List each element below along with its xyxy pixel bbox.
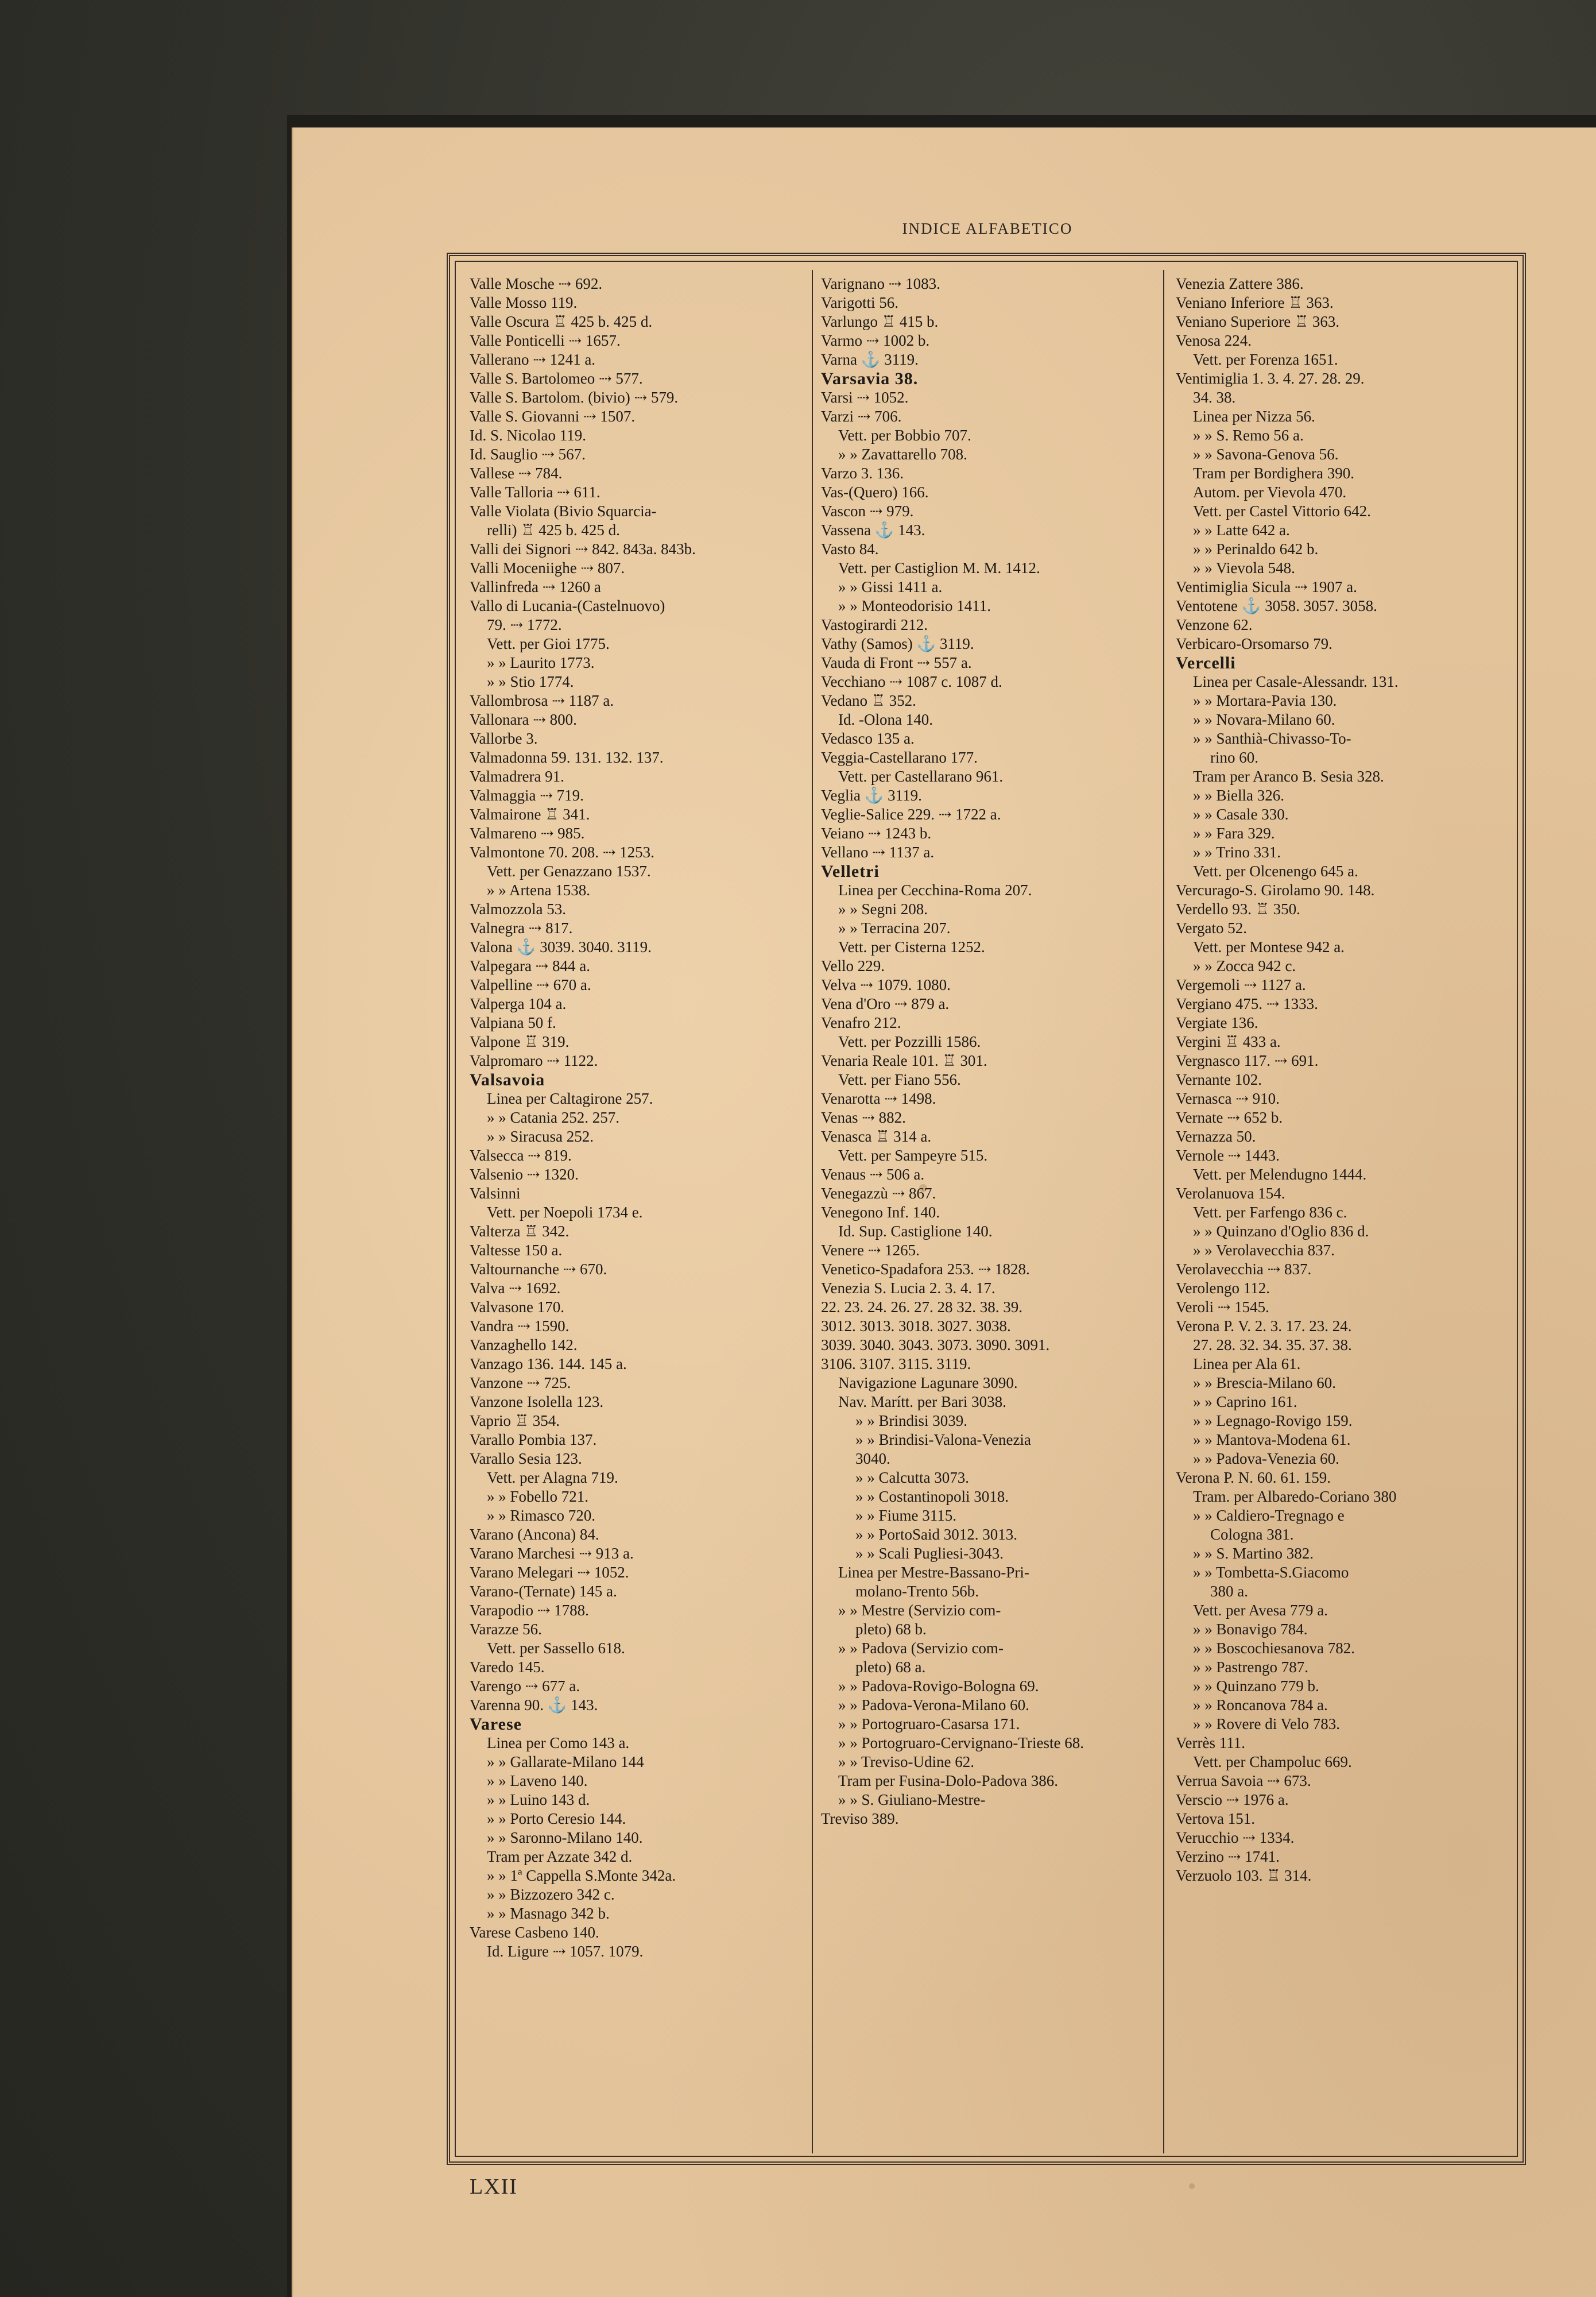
- index-entry: » » Caprino 161.: [1193, 1393, 1297, 1410]
- index-entry: Valli dei Signori ⇢ 842. 843a. 843b.: [470, 540, 696, 558]
- index-entry: Valle Mosche ⇢ 692.: [470, 275, 603, 292]
- index-entry: Vercurago-S. Girolamo 90. 148.: [1176, 881, 1375, 899]
- index-entry: » » Costantinopoli 3018.: [855, 1488, 1009, 1505]
- index-entry: » » Padova-Verona-Milano 60.: [838, 1696, 1029, 1714]
- index-entry: Vascon ⇢ 979.: [821, 502, 914, 520]
- index-entry: Vallo di Lucania-(Castelnuovo): [470, 597, 665, 614]
- index-entry: Valona ⚓ 3039. 3040. 3119.: [470, 938, 652, 956]
- index-entry: Venegazzù ⇢ 867.: [821, 1185, 936, 1202]
- index-entry: Vernante 102.: [1176, 1071, 1262, 1088]
- index-entry: Varna ⚓ 3119.: [821, 351, 919, 368]
- index-entry: Valli Moceniighe ⇢ 807.: [470, 559, 625, 577]
- index-column-3: [1176, 274, 1514, 1885]
- index-entry: Vett. per Champoluc 669.: [1193, 1753, 1352, 1770]
- index-entry: » » Brindisi-Valona-Venezia: [855, 1431, 1031, 1448]
- index-entry: Vathy (Samos) ⚓ 3119.: [821, 635, 974, 652]
- index-entry: » » Terracina 207.: [838, 919, 951, 937]
- index-entry: Varsi ⇢ 1052.: [821, 389, 909, 406]
- index-entry: Vandra ⇢ 1590.: [470, 1317, 570, 1335]
- index-entry: Valpromaro ⇢ 1122.: [470, 1052, 598, 1069]
- index-entry: » » Pastrengo 787.: [1193, 1658, 1308, 1676]
- index-entry: » » Zavattarello 708.: [838, 446, 967, 463]
- index-entry: Id. Ligure ⇢ 1057. 1079.: [487, 1943, 644, 1960]
- index-entry: Valle S. Bartolomeo ⇢ 577.: [470, 370, 643, 387]
- index-entry: Valtournanche ⇢ 670.: [470, 1260, 607, 1278]
- index-entry: » » Novara-Milano 60.: [1193, 711, 1335, 728]
- index-entry: Valpone ♖ 319.: [470, 1033, 570, 1050]
- index-entry: Verucchio ⇢ 1334.: [1176, 1829, 1295, 1846]
- index-entry: Vett. per Gioi 1775.: [487, 635, 610, 652]
- index-entry: » » Laurito 1773.: [487, 654, 595, 671]
- index-entry: Vett. per Sampeyre 515.: [838, 1147, 988, 1164]
- index-entry: Venaus ⇢ 506 a.: [821, 1166, 925, 1183]
- index-entry: Varano (Ancona) 84.: [470, 1526, 599, 1543]
- index-entry: Venegono Inf. 140.: [821, 1204, 940, 1221]
- index-entry: » » Tombetta-S.Giacomo: [1193, 1564, 1349, 1581]
- index-entry: Tram per Bordighera 390.: [1193, 465, 1354, 482]
- index-entry: Valle Oscura ♖ 425 b. 425 d.: [470, 313, 653, 330]
- index-entry: » » Verolavecchia 837.: [1193, 1242, 1335, 1259]
- index-entry: Tram per Fusina-Dolo-Padova 386.: [838, 1772, 1058, 1789]
- index-entry: Linea per Casale-Alessandr. 131.: [1193, 673, 1399, 690]
- index-entry: molano-Trento 56b.: [855, 1583, 979, 1600]
- index-entry: Valmareno ⇢ 985.: [470, 825, 585, 842]
- index-entry: Vett. per Avesa 779 a.: [1193, 1602, 1328, 1619]
- index-entry: 3040.: [855, 1450, 890, 1467]
- index-heading: Velletri: [821, 862, 880, 881]
- index-entry: Vernasca ⇢ 910.: [1176, 1090, 1280, 1107]
- index-entry: Vett. per Alagna 719.: [487, 1469, 618, 1486]
- index-entry: » » Santhià-Chivasso-To-: [1193, 730, 1351, 747]
- index-entry: Tram. per Albaredo-Coriano 380: [1193, 1488, 1397, 1505]
- index-entry: Ventotene ⚓ 3058. 3057. 3058.: [1176, 597, 1377, 614]
- index-entry: Valpelline ⇢ 670 a.: [470, 976, 591, 993]
- index-entry: rino 60.: [1210, 749, 1258, 766]
- index-entry: Valnegra ⇢ 817.: [470, 919, 573, 937]
- index-entry: Verbicaro-Orsomarso 79.: [1176, 635, 1332, 652]
- index-entry: Varmo ⇢ 1002 b.: [821, 332, 930, 349]
- index-heading: Varese: [470, 1715, 522, 1734]
- index-entry: Varazze 56.: [470, 1621, 542, 1638]
- index-entry: Valle Mosso 119.: [470, 294, 578, 311]
- index-entry: Verolengo 112.: [1176, 1279, 1270, 1297]
- index-entry: Valle S. Bartolom. (bivio) ⇢ 579.: [470, 389, 679, 406]
- index-entry: Vett. per Bobbio 707.: [838, 427, 971, 444]
- index-entry: Vett. per Melendugno 1444.: [1193, 1166, 1367, 1183]
- index-entry: Linea per Ala 61.: [1193, 1355, 1301, 1372]
- index-entry: Vanzone Isolella 123.: [470, 1393, 604, 1410]
- index-entry: Veroli ⇢ 1545.: [1176, 1298, 1269, 1316]
- index-entry: Vett. per Castellarano 961.: [838, 768, 1004, 785]
- index-entry: Venezia Zattere 386.: [1176, 275, 1304, 292]
- index-entry: » » Bonavigo 784.: [1193, 1621, 1308, 1638]
- index-entry: Veglia ⚓ 3119.: [821, 787, 922, 804]
- page-number: LXII: [470, 2175, 518, 2199]
- index-entry: » » Quinzano d'Oglio 836 d.: [1193, 1223, 1369, 1240]
- paper-stain: [1189, 2183, 1195, 2189]
- index-entry: » » S. Giuliano-Mestre-: [838, 1791, 986, 1808]
- index-entry: » » Padova (Servizio com-: [838, 1639, 1004, 1657]
- index-entry: pleto) 68 b.: [855, 1621, 927, 1638]
- index-entry: » » 1ª Cappella S.Monte 342a.: [487, 1867, 676, 1884]
- index-entry: Venzone 62.: [1176, 616, 1253, 633]
- index-column-1: [470, 274, 800, 1961]
- index-entry: Linea per Nizza 56.: [1193, 408, 1315, 425]
- index-entry: Vanzago 136. 144. 145 a.: [470, 1355, 627, 1372]
- index-entry: Navigazione Lagunare 3090.: [838, 1374, 1018, 1391]
- index-entry: Vanzone ⇢ 725.: [470, 1374, 571, 1391]
- index-entry: Verona P. N. 60. 61. 159.: [1176, 1469, 1331, 1486]
- index-entry: Venarotta ⇢ 1498.: [821, 1090, 936, 1107]
- index-entry: Veglie-Salice 229. ⇢ 1722 a.: [821, 806, 1001, 823]
- index-entry: Cologna 381.: [1210, 1526, 1294, 1543]
- index-entry: Verzuolo 103. ♖ 314.: [1176, 1867, 1312, 1884]
- index-entry: Tram per Azzate 342 d.: [487, 1848, 633, 1865]
- index-entry: Venafro 212.: [821, 1014, 901, 1031]
- index-entry: Veiano ⇢ 1243 b.: [821, 825, 932, 842]
- index-entry: Vaprio ♖ 354.: [470, 1412, 560, 1429]
- index-entry: » » Roncanova 784 a.: [1193, 1696, 1328, 1714]
- index-entry: 27. 28. 32. 34. 35. 37. 38.: [1193, 1336, 1352, 1354]
- index-entry: Valmadonna 59. 131. 132. 137.: [470, 749, 664, 766]
- index-entry: Valle S. Giovanni ⇢ 1507.: [470, 408, 636, 425]
- index-entry: » » Boscochiesanova 782.: [1193, 1639, 1355, 1657]
- index-entry: Varignano ⇢ 1083.: [821, 275, 940, 292]
- index-entry: Venezia S. Lucia 2. 3. 4. 17.: [821, 1279, 995, 1297]
- index-entry: » » Brindisi 3039.: [855, 1412, 968, 1429]
- index-entry: Id. -Olona 140.: [838, 711, 933, 728]
- index-entry: Id. Sauglio ⇢ 567.: [470, 446, 586, 463]
- index-entry: Vallorbe 3.: [470, 730, 538, 747]
- index-entry: Valle Violata (Bivio Squarcia-: [470, 502, 657, 520]
- index-entry: Vett. per Farfengo 836 c.: [1193, 1204, 1347, 1221]
- index-entry: » » Padova-Rovigo-Bologna 69.: [838, 1677, 1039, 1695]
- index-entry: Vett. per Cisterna 1252.: [838, 938, 985, 956]
- index-entry: Vett. per Pozzilli 1586.: [838, 1033, 981, 1050]
- index-entry: » » Fiume 3115.: [855, 1507, 957, 1524]
- index-entry: » » Fara 329.: [1193, 825, 1275, 842]
- index-entry: Vergiano 475. ⇢ 1333.: [1176, 995, 1318, 1012]
- index-entry: Vedasco 135 a.: [821, 730, 915, 747]
- index-entry: 22. 23. 24. 26. 27. 28 32. 38. 39.: [821, 1298, 1022, 1316]
- index-entry: Vett. per Montese 942 a.: [1193, 938, 1345, 956]
- index-entry: » » Siracusa 252.: [487, 1128, 594, 1145]
- index-entry: » » Laveno 140.: [487, 1772, 588, 1789]
- index-entry: » » Luino 143 d.: [487, 1791, 590, 1808]
- index-entry: » » Scali Pugliesi-3043.: [855, 1545, 1004, 1562]
- index-entry: Vett. per Noepoli 1734 e.: [487, 1204, 643, 1221]
- index-entry: Nav. Marítt. per Bari 3038.: [838, 1393, 1006, 1410]
- index-entry: Verscio ⇢ 1976 a.: [1176, 1791, 1289, 1808]
- index-entry: » » Porto Ceresio 144.: [487, 1810, 626, 1827]
- index-entry: » » Fobello 721.: [487, 1488, 589, 1505]
- index-entry: 380 a.: [1210, 1583, 1248, 1600]
- index-entry: » » Vievola 548.: [1193, 559, 1295, 577]
- index-entry: Valmozzola 53.: [470, 900, 566, 918]
- index-entry: » » Stio 1774.: [487, 673, 574, 690]
- index-entry: Linea per Caltagirone 257.: [487, 1090, 653, 1107]
- index-entry: Vallonara ⇢ 800.: [470, 711, 577, 728]
- index-entry: » » Savona-Genova 56.: [1193, 446, 1339, 463]
- index-entry: Linea per Cecchina-Roma 207.: [838, 881, 1032, 899]
- index-entry: Vena d'Oro ⇢ 879 a.: [821, 995, 950, 1012]
- index-entry: » » Rimasco 720.: [487, 1507, 595, 1524]
- index-entry: Valva ⇢ 1692.: [470, 1279, 561, 1297]
- index-entry: Varano Melegari ⇢ 1052.: [470, 1564, 629, 1581]
- index-entry: » » Gissi 1411 a.: [838, 578, 943, 595]
- index-entry: Vett. per Castiglion M. M. 1412.: [838, 559, 1040, 577]
- index-entry: Ventimiglia 1. 3. 4. 27. 28. 29.: [1176, 370, 1365, 387]
- index-entry: » » Brescia-Milano 60.: [1193, 1374, 1336, 1391]
- index-entry: Vett. per Genazzano 1537.: [487, 863, 651, 880]
- index-entry: » » Masnago 342 b.: [487, 1905, 610, 1922]
- index-entry: Valterza ♖ 342.: [470, 1223, 570, 1240]
- index-entry: Vett. per Olcenengo 645 a.: [1193, 863, 1358, 880]
- index-entry: » » Zocca 942 c.: [1193, 957, 1296, 975]
- index-entry: Valvasone 170.: [470, 1298, 564, 1316]
- index-entry: Valsinni: [470, 1185, 521, 1202]
- index-entry: » » PortoSaid 3012. 3013.: [855, 1526, 1018, 1543]
- index-entry: Vanzaghello 142.: [470, 1336, 578, 1354]
- index-entry: Vauda di Front ⇢ 557 a.: [821, 654, 972, 671]
- index-entry: Vecchiano ⇢ 1087 c. 1087 d.: [821, 673, 1002, 690]
- index-entry: 3012. 3013. 3018. 3027. 3038.: [821, 1317, 1011, 1335]
- index-entry: Valmairone ♖ 341.: [470, 806, 590, 823]
- index-entry: Varzi ⇢ 706.: [821, 408, 902, 425]
- index-entry: Valpegara ⇢ 844 a.: [470, 957, 591, 975]
- index-entry: Id. Sup. Castiglione 140.: [838, 1223, 993, 1240]
- index-entry: Varengo ⇢ 677 a.: [470, 1677, 580, 1695]
- index-entry: Verrès 111.: [1176, 1734, 1245, 1751]
- index-entry: Vett. per Castel Vittorio 642.: [1193, 502, 1371, 520]
- index-entry: Vett. per Forenza 1651.: [1193, 351, 1338, 368]
- index-entry: » » Bizzozero 342 c.: [487, 1886, 615, 1903]
- index-entry: Varano Marchesi ⇢ 913 a.: [470, 1545, 634, 1562]
- index-entry: » » Treviso-Udine 62.: [838, 1753, 975, 1770]
- index-entry: » » Artena 1538.: [487, 881, 590, 899]
- index-entry: Vertova 151.: [1176, 1810, 1255, 1827]
- index-entry: Vernazza 50.: [1176, 1128, 1256, 1145]
- index-entry: Varlungo ♖ 415 b.: [821, 313, 939, 330]
- index-entry: Varenna 90. ⚓ 143.: [470, 1696, 598, 1714]
- index-entry: Tram per Aranco B. Sesia 328.: [1193, 768, 1384, 785]
- index-heading: Valsavoia: [470, 1070, 545, 1089]
- index-entry: Autom. per Vievola 470.: [1193, 484, 1347, 501]
- index-entry: Varese Casbeno 140.: [470, 1924, 599, 1941]
- index-entry: Valperga 104 a.: [470, 995, 567, 1012]
- index-entry: Vernole ⇢ 1443.: [1176, 1147, 1280, 1164]
- index-entry: Vallerano ⇢ 1241 a.: [470, 351, 596, 368]
- index-entry: Linea per Como 143 a.: [487, 1734, 630, 1751]
- index-entry: » » Latte 642 a.: [1193, 521, 1290, 539]
- index-entry: Venaria Reale 101. ♖ 301.: [821, 1052, 987, 1069]
- index-entry: Linea per Mestre-Bassano-Pri-: [838, 1564, 1029, 1581]
- index-entry: 34. 38.: [1193, 389, 1236, 406]
- index-entry: Id. S. Nicolao 119.: [470, 427, 586, 444]
- index-entry: Vett. per Sassello 618.: [487, 1639, 625, 1657]
- index-entry: Vellano ⇢ 1137 a.: [821, 844, 935, 861]
- index-entry: » » Casale 330.: [1193, 806, 1289, 823]
- index-entry: Vallinfreda ⇢ 1260 a: [470, 578, 601, 595]
- index-entry: » » Mestre (Servizio com-: [838, 1602, 1001, 1619]
- index-entry: » » Perinaldo 642 b.: [1193, 540, 1319, 558]
- index-entry: Valsenio ⇢ 1320.: [470, 1166, 579, 1183]
- index-entry: Varano-(Ternate) 145 a.: [470, 1583, 617, 1600]
- index-entry: pleto) 68 a.: [855, 1658, 926, 1676]
- index-entry: Verrua Savoia ⇢ 673.: [1176, 1772, 1311, 1789]
- index-entry: Varallo Pombia 137.: [470, 1431, 597, 1448]
- index-entry: Vassena ⚓ 143.: [821, 521, 925, 539]
- index-entry: Valmaggia ⇢ 719.: [470, 787, 584, 804]
- index-entry: » » Mantova-Modena 61.: [1193, 1431, 1351, 1448]
- index-entry: » » Mortara-Pavia 130.: [1193, 692, 1337, 709]
- index-entry: Vernate ⇢ 652 b.: [1176, 1109, 1283, 1126]
- index-entry: Venere ⇢ 1265.: [821, 1242, 920, 1259]
- index-entry: Vergnasco 117. ⇢ 691.: [1176, 1052, 1319, 1069]
- index-entry: Varapodio ⇢ 1788.: [470, 1602, 589, 1619]
- index-entry: Valsecca ⇢ 819.: [470, 1147, 572, 1164]
- index-entry: Valle Talloria ⇢ 611.: [470, 484, 601, 501]
- index-entry: Veggia-Castellarano 177.: [821, 749, 978, 766]
- index-entry: Vasto 84.: [821, 540, 879, 558]
- index-entry: Veniano Inferiore ♖ 363.: [1176, 294, 1334, 311]
- index-entry: Venetico-Spadafora 253. ⇢ 1828.: [821, 1260, 1030, 1278]
- index-entry: Verdello 93. ♖ 350.: [1176, 900, 1300, 918]
- index-entry: » » Caldiero-Tregnago e: [1193, 1507, 1345, 1524]
- index-entry: Vergiate 136.: [1176, 1014, 1258, 1031]
- index-entry: Varedo 145.: [470, 1658, 545, 1676]
- index-entry: Valpiana 50 f.: [470, 1014, 556, 1031]
- index-entry: 3039. 3040. 3043. 3073. 3090. 3091.: [821, 1336, 1050, 1354]
- index-entry: Vergemoli ⇢ 1127 a.: [1176, 976, 1306, 993]
- index-entry: Vedano ♖ 352.: [821, 692, 916, 709]
- index-entry: » » Padova-Venezia 60.: [1193, 1450, 1339, 1467]
- index-entry: » » Legnago-Rovigo 159.: [1193, 1412, 1353, 1429]
- index-entry: Vello 229.: [821, 957, 885, 975]
- index-entry: Valle Ponticelli ⇢ 1657.: [470, 332, 621, 349]
- index-entry: relli) ♖ 425 b. 425 d.: [487, 521, 620, 539]
- index-column-2: [821, 274, 1148, 1828]
- index-entry: » » Monteodorisio 1411.: [838, 597, 991, 614]
- index-entry: » » Catania 252. 257.: [487, 1109, 619, 1126]
- index-entry: Varigotti 56.: [821, 294, 898, 311]
- index-entry: Treviso 389.: [821, 1810, 899, 1827]
- index-entry: Venas ⇢ 882.: [821, 1109, 906, 1126]
- index-entry: Vallese ⇢ 784.: [470, 465, 563, 482]
- index-entry: » » Biella 326.: [1193, 787, 1284, 804]
- index-entry: Valtesse 150 a.: [470, 1242, 563, 1259]
- index-entry: Ventimiglia Sicula ⇢ 1907 a.: [1176, 578, 1357, 595]
- index-entry: » » Portogruaro-Casarsa 171.: [838, 1715, 1020, 1733]
- index-entry: Vas-(Quero) 166.: [821, 484, 929, 501]
- index-entry: Velva ⇢ 1079. 1080.: [821, 976, 951, 993]
- index-entry: Vallombrosa ⇢ 1187 a.: [470, 692, 614, 709]
- index-entry: » » Trino 331.: [1193, 844, 1281, 861]
- index-entry: Varzo 3. 136.: [821, 465, 904, 482]
- page-header: INDICE ALFABETICO: [902, 220, 1073, 237]
- index-entry: » » Calcutta 3073.: [855, 1469, 969, 1486]
- index-entry: » » Rovere di Velo 783.: [1193, 1715, 1340, 1733]
- index-entry: Verolanuova 154.: [1176, 1185, 1285, 1202]
- index-heading: Vercelli: [1176, 653, 1236, 672]
- index-entry: 3106. 3107. 3115. 3119.: [821, 1355, 971, 1372]
- column-divider: [812, 270, 813, 2153]
- column-divider: [1163, 270, 1164, 2153]
- index-entry: » » Quinzano 779 b.: [1193, 1677, 1319, 1695]
- index-entry: 79. ⇢ 1772.: [487, 616, 562, 633]
- index-entry: » » S. Martino 382.: [1193, 1545, 1314, 1562]
- index-entry: » » S. Remo 56 a.: [1193, 427, 1304, 444]
- index-entry: » » Saronno-Milano 140.: [487, 1829, 643, 1846]
- index-entry: » » Gallarate-Milano 144: [487, 1753, 644, 1770]
- index-entry: Veniano Superiore ♖ 363.: [1176, 313, 1340, 330]
- index-entry: Verolavecchia ⇢ 837.: [1176, 1260, 1312, 1278]
- index-entry: Vergini ♖ 433 a.: [1176, 1033, 1281, 1050]
- index-entry: Verzino ⇢ 1741.: [1176, 1848, 1280, 1865]
- index-entry: Vergato 52.: [1176, 919, 1247, 937]
- index-entry: » » Portogruaro-Cervignano-Trieste 68.: [838, 1734, 1084, 1751]
- index-entry: Varallo Sesia 123.: [470, 1450, 582, 1467]
- index-entry: Valmontone 70. 208. ⇢ 1253.: [470, 844, 654, 861]
- index-entry: » » Segni 208.: [838, 900, 928, 918]
- index-entry: Vastogirardi 212.: [821, 616, 928, 633]
- index-entry: Venasca ♖ 314 a.: [821, 1128, 932, 1145]
- index-entry: Venosa 224.: [1176, 332, 1252, 349]
- index-heading: Varsavia 38.: [821, 369, 919, 388]
- index-entry: Vett. per Fiano 556.: [838, 1071, 961, 1088]
- index-entry: Verona P. V. 2. 3. 17. 23. 24.: [1176, 1317, 1352, 1335]
- index-entry: Valmadrera 91.: [470, 768, 564, 785]
